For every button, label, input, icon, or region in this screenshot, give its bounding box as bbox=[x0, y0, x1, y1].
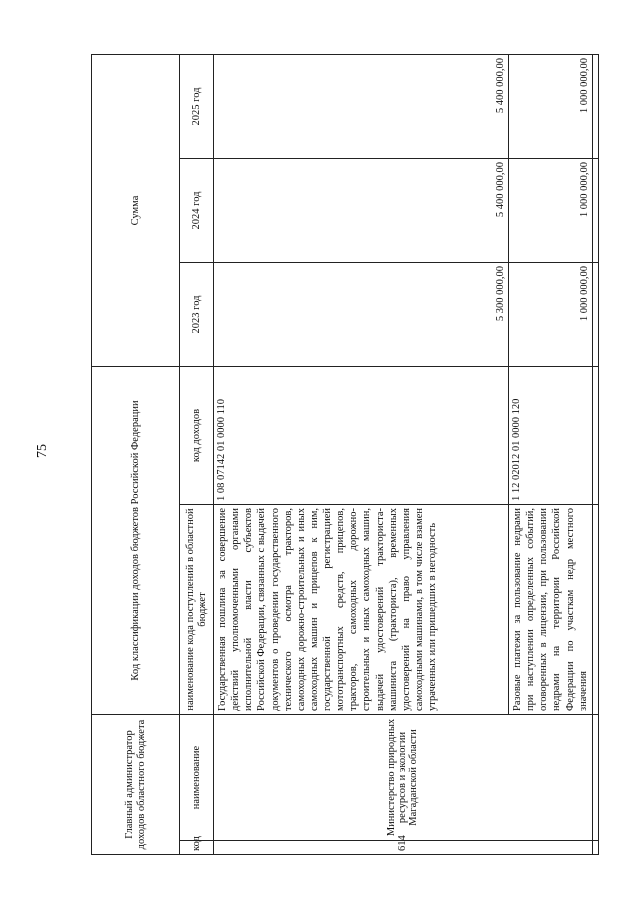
admin-name-cell: Министерство природных ресурсов и экологии Магаданской области bbox=[214, 715, 593, 841]
header-row-2 bbox=[180, 54, 214, 854]
income-name-cell: Государственная пошлина за совершение действий уполномоченными органами исполнительной власти субъектов Российской Федерации, связанных с выдачей документов о проведении государственного технического осмотра тракторов, самоходных дорожно-строительных и иных самоходных машин и прицепов к ним, государственной регистрацией мототранспортных средств, прицепов, тракторов, самоходных дорожно-строительных и иных самоходных машин, выдачей удостоверений тракториста-машиниста (тракториста), временных удостоверений на право управления самоходными машинами, в том числе взамен утраченных или пришедших в негодность bbox=[214, 505, 509, 715]
value-2025-cell: 5 400 000,00 bbox=[214, 54, 509, 158]
header-row-1 bbox=[92, 54, 180, 854]
col-income-name-header: наименование кода поступлений в областной бюджет bbox=[180, 505, 214, 715]
table-row bbox=[214, 54, 509, 854]
value-2023-cell: 5 300 000,00 bbox=[214, 262, 509, 366]
admin-group-header: Главный администратор доходов областного бюджета bbox=[92, 715, 180, 855]
col-2024-header: 2024 год bbox=[180, 158, 214, 262]
col-income-code-header: код доходов bbox=[180, 366, 214, 504]
revenue-table bbox=[91, 54, 599, 855]
col-name-header: наименование bbox=[180, 715, 214, 841]
value-2024-cell: 5 400 000,00 bbox=[214, 158, 509, 262]
col-2025-header: 2025 год bbox=[180, 54, 214, 158]
rotated-page-content bbox=[91, 55, 601, 855]
value-2023-cell: 1 000 000,00 bbox=[509, 262, 593, 366]
admin-code-cell: 614 bbox=[214, 841, 593, 855]
income-code-cell: 1 12 02012 01 0000 120 bbox=[509, 366, 593, 504]
value-2025-cell: 1 000 000,00 bbox=[509, 54, 593, 158]
page-number: 75 bbox=[35, 444, 50, 458]
income-code-cell: 1 08 07142 01 0000 110 bbox=[214, 366, 509, 504]
value-2024-cell: 1 000 000,00 bbox=[509, 158, 593, 262]
col-code-header: код bbox=[180, 841, 214, 855]
income-name-cell: Разовые платежи за пользование недрами при наступлении определенных событий, оговоренных в лицензии, при пользовании недрами на территории Российской Федерации по участкам недр местного значения bbox=[509, 505, 593, 715]
code-group-header: Код классификации доходов бюджетов Российской Федерации bbox=[92, 366, 180, 714]
table-row-continuation bbox=[592, 54, 598, 854]
sum-group-header: Сумма bbox=[92, 54, 180, 366]
col-2023-header: 2023 год bbox=[180, 262, 214, 366]
